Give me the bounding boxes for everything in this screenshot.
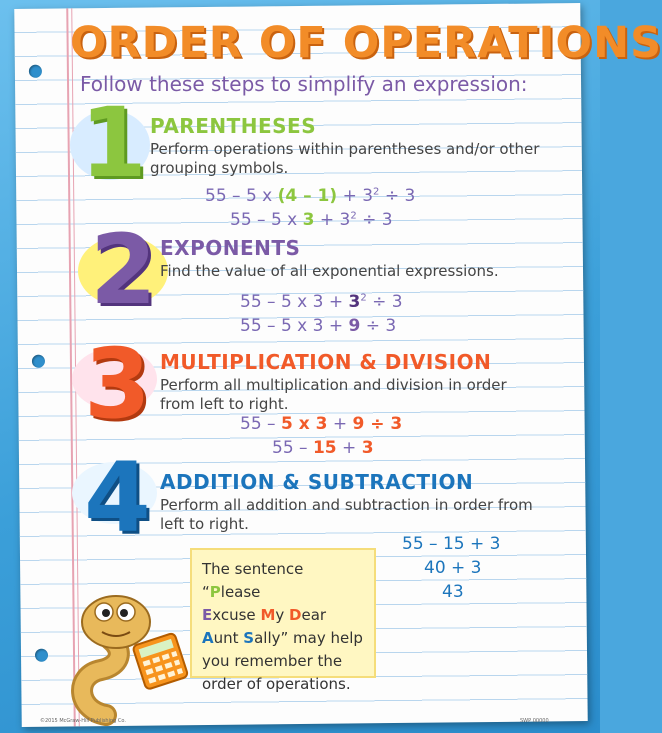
step-4-heading: ADDITION & SUBTRACTION <box>160 470 474 494</box>
footer-copyright: ©2015 McGraw-Hill Publishing Co. <box>40 718 126 724</box>
mnemonic-line-5: order of operations. <box>202 675 351 693</box>
step-2-equation-1: 55 – 5 x $3 + 3^2 \div 3$ <box>240 292 403 312</box>
binder-hole <box>35 649 48 662</box>
step-2-heading: EXPONENTS <box>160 236 301 260</box>
mnemonic-line-4: you remember the <box>202 652 343 670</box>
step-3-equation-2: 55 – 15 + 3 <box>272 438 374 458</box>
step-4-equation-3: 43 <box>442 582 464 602</box>
step-1-heading: PARENTHESES <box>150 114 317 138</box>
step-4-equation-1: 55 – 15 + 3 <box>402 534 501 554</box>
snake-mascot-icon <box>66 580 196 720</box>
step-1-equation-2: 55 – 5 x $3 + 3^2 \div 3$ <box>230 210 393 230</box>
mnemonic-line-3: Aunt Sally” may help <box>202 629 363 647</box>
step-2-number: 2 <box>90 214 157 326</box>
step-3-number: 3 <box>84 328 151 440</box>
step-2-description: Find the value of all exponential expressions. <box>160 262 499 280</box>
mnemonic-line-1: The sentence “Please <box>202 560 304 601</box>
poster-title: ORDER OF OPERATIONS <box>70 18 662 68</box>
step-1-number: 1 <box>80 87 147 199</box>
step-4-number: 4 <box>84 442 151 554</box>
mnemonic-line-2: Excuse My Dear <box>202 606 327 624</box>
step-1-description: Perform operations within parentheses and/or other grouping symbols. <box>150 140 540 177</box>
step-3-heading: MULTIPLICATION & DIVISION <box>160 350 492 374</box>
step-1-equation-1: 55 – 5 x $(4 - 1) + 3^2 \div 3$ <box>205 186 416 206</box>
mnemonic-note <box>190 548 376 693</box>
binder-hole <box>29 65 42 78</box>
poster-subtitle: Follow these steps to simplify an expression: <box>80 72 528 96</box>
step-2-equation-2: 55 – 5 x 3 + 9 ÷ 3 <box>240 316 397 336</box>
step-3-equation-1: 55 – 5 x 3 + 9 ÷ 3 <box>240 414 403 434</box>
binder-hole <box>32 355 45 368</box>
footer-code: SWP 00000 <box>520 718 549 724</box>
step-4-description: Perform all addition and subtraction in order from left to right. <box>160 496 533 533</box>
step-4-equation-2: 40 + 3 <box>424 558 482 578</box>
step-3-description: Perform all multiplication and division in order from left to right. <box>160 376 507 413</box>
